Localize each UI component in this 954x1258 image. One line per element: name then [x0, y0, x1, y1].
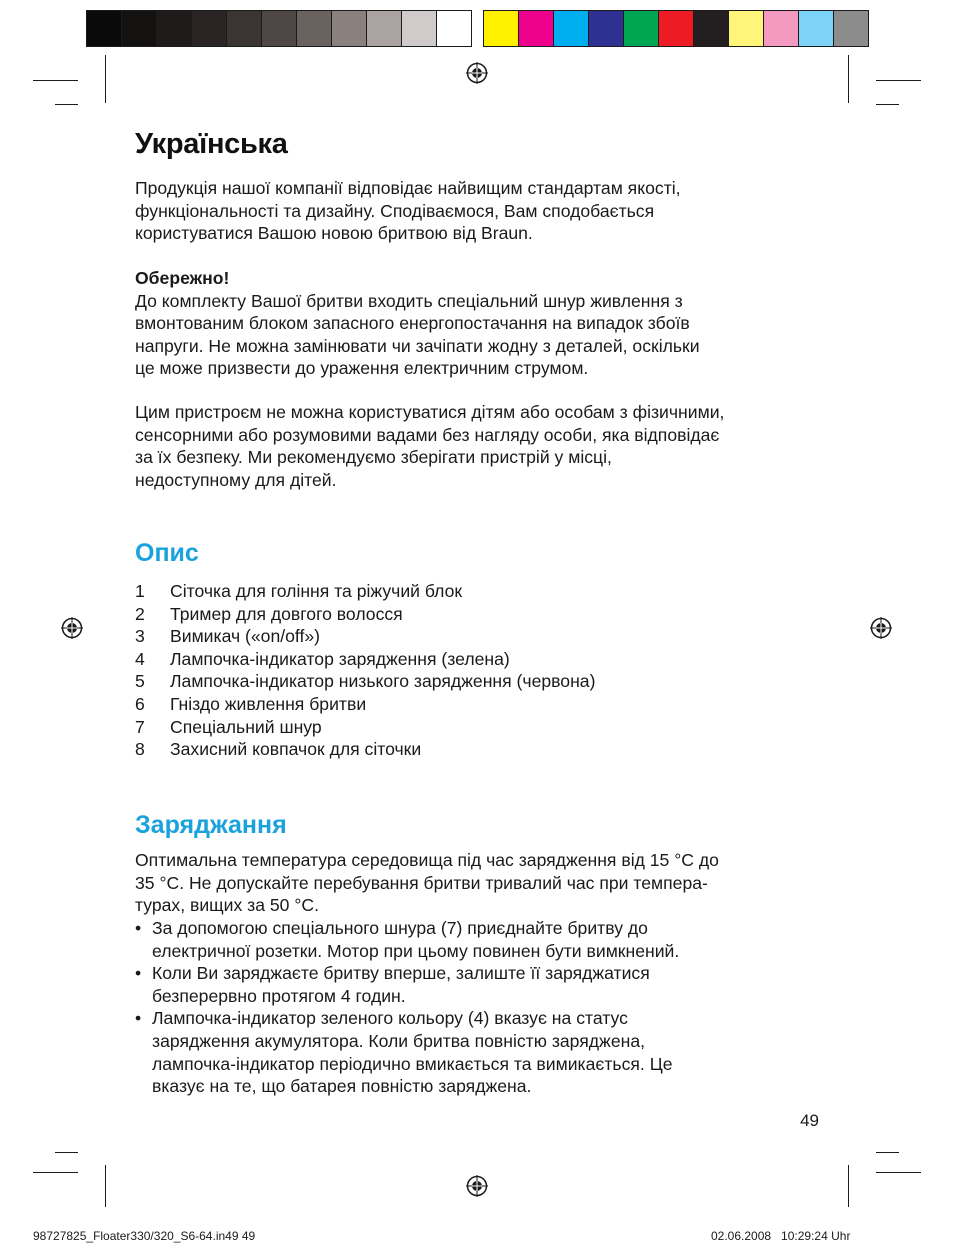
- color-swatch: [693, 10, 728, 47]
- list-item: 7 Спеціальний шнур: [135, 716, 322, 737]
- text-line: за їх безпеку. Ми рекомендуємо зберігати пристрій у місці,: [135, 447, 612, 468]
- list-item: 6 Гніздо живлення бритви: [135, 693, 367, 714]
- color-swatch: [553, 10, 588, 47]
- intro-paragraph: [135, 177, 835, 245]
- charging-intro: [135, 849, 835, 917]
- list-item: • За допомогою спеціального шнура (7) приєднайте бритву до електричної розетки. Мотор при цьому повинен бути вимкнений.: [135, 918, 680, 961]
- section-heading-description: Опис: [135, 539, 199, 567]
- text-line: Продукція нашої компанії відповідає найвищим стандартам якості,: [135, 178, 681, 198]
- color-swatch: [86, 10, 121, 47]
- text-line: користуватися Вашою новою бритвою від Braun.: [135, 223, 533, 244]
- text-line: До комплекту Вашої бритви входить спеціальний шнур живлення з: [135, 290, 683, 311]
- registration-mark-icon: [466, 1175, 488, 1197]
- warning-heading: Обережно!: [135, 268, 230, 288]
- text-line: сенсорними або розумовими вадами без нагляду особи, яка відповідає: [135, 424, 720, 445]
- text-line: функціональності та дизайну. Сподіваємося, Вам сподобається: [135, 200, 655, 221]
- list-item: 3 Вимикач («on/off»): [135, 626, 321, 647]
- text-line: це може призвести до ураження електричним струмом.: [135, 358, 589, 379]
- page-title: Українська: [135, 128, 288, 160]
- color-swatch: [833, 10, 869, 47]
- text-line: турах, вищих за 50 °C.: [135, 895, 319, 916]
- footer-timestamp: 02.06.2008 10:29:24 Uhr: [711, 1229, 851, 1243]
- color-swatch: [728, 10, 763, 47]
- list-item: 1 Сіточка для гоління та ріжучий блок: [135, 581, 463, 601]
- list-item: • Коли Ви заряджаєте бритву вперше, залиште її заряджатися безперервно протягом 4 годин.: [135, 963, 650, 1006]
- color-swatch: [401, 10, 436, 47]
- bullet-icon: •: [135, 963, 142, 984]
- color-swatch: [331, 10, 366, 47]
- registration-mark-icon: [870, 617, 892, 639]
- text-line: Цим пристроєм не можна користуватися дітям або особам з фізичними,: [135, 402, 725, 422]
- bullet-icon: •: [135, 918, 142, 938]
- text-line: 35 °C. Не допускайте перебування бритви тривалий час при темпера-: [135, 872, 708, 893]
- list-item: 8 Захисний ковпачок для сіточки: [135, 739, 422, 760]
- text-line: недоступному для дітей.: [135, 469, 337, 490]
- color-swatch: [226, 10, 261, 47]
- color-swatch: [261, 10, 296, 47]
- warning-block: [135, 267, 835, 380]
- list-item: 4 Лампочка-індикатор зарядження (зелена): [135, 648, 510, 669]
- footer-file-info: 98727825_Floater330/320_S6-64.in49 49: [33, 1229, 256, 1243]
- color-swatch: [658, 10, 693, 47]
- color-swatch: [191, 10, 226, 47]
- bullet-icon: •: [135, 1008, 142, 1029]
- color-swatch: [121, 10, 156, 47]
- text-line: напруги. Не можна замінювати чи зачіпати жодну з деталей, оскільки: [135, 335, 700, 356]
- list-item: 5 Лампочка-індикатор низького зарядження (червона): [135, 671, 596, 692]
- color-swatch: [366, 10, 401, 47]
- registration-mark-icon: [466, 62, 488, 84]
- parts-list: [135, 580, 835, 761]
- color-swatch: [798, 10, 833, 47]
- page-number: 49: [800, 1111, 819, 1130]
- color-swatch: [588, 10, 623, 47]
- children-note: [135, 401, 835, 491]
- text-line: вмонтованим блоком запасного енергопостачання на випадок збоїв: [135, 313, 690, 334]
- color-swatch: [763, 10, 798, 47]
- color-swatch: [483, 10, 518, 47]
- text-line: Оптимальна температура середовища під час зарядження від 15 °C до: [135, 850, 719, 870]
- grayscale-color-bar: [86, 10, 472, 47]
- charging-bullets: [135, 917, 835, 1098]
- registration-mark-icon: [61, 617, 83, 639]
- color-swatch: [623, 10, 658, 47]
- list-item: • Лампочка-індикатор зеленого кольору (4) вказує на статус зарядження акумулятора. Коли бритва повністю заряджена, лампочка-індикатор періодично вмикається та вимикається. Це вказує на те, що батарея повністю заряджена.: [135, 1008, 673, 1097]
- color-swatch: [436, 10, 472, 47]
- color-swatch: [156, 10, 191, 47]
- color-swatch: [518, 10, 553, 47]
- list-item: 2 Тример для довгого волосся: [135, 603, 403, 624]
- color-swatch: [296, 10, 331, 47]
- process-color-bar: [483, 10, 869, 47]
- section-heading-charging: Заряджання: [135, 811, 287, 839]
